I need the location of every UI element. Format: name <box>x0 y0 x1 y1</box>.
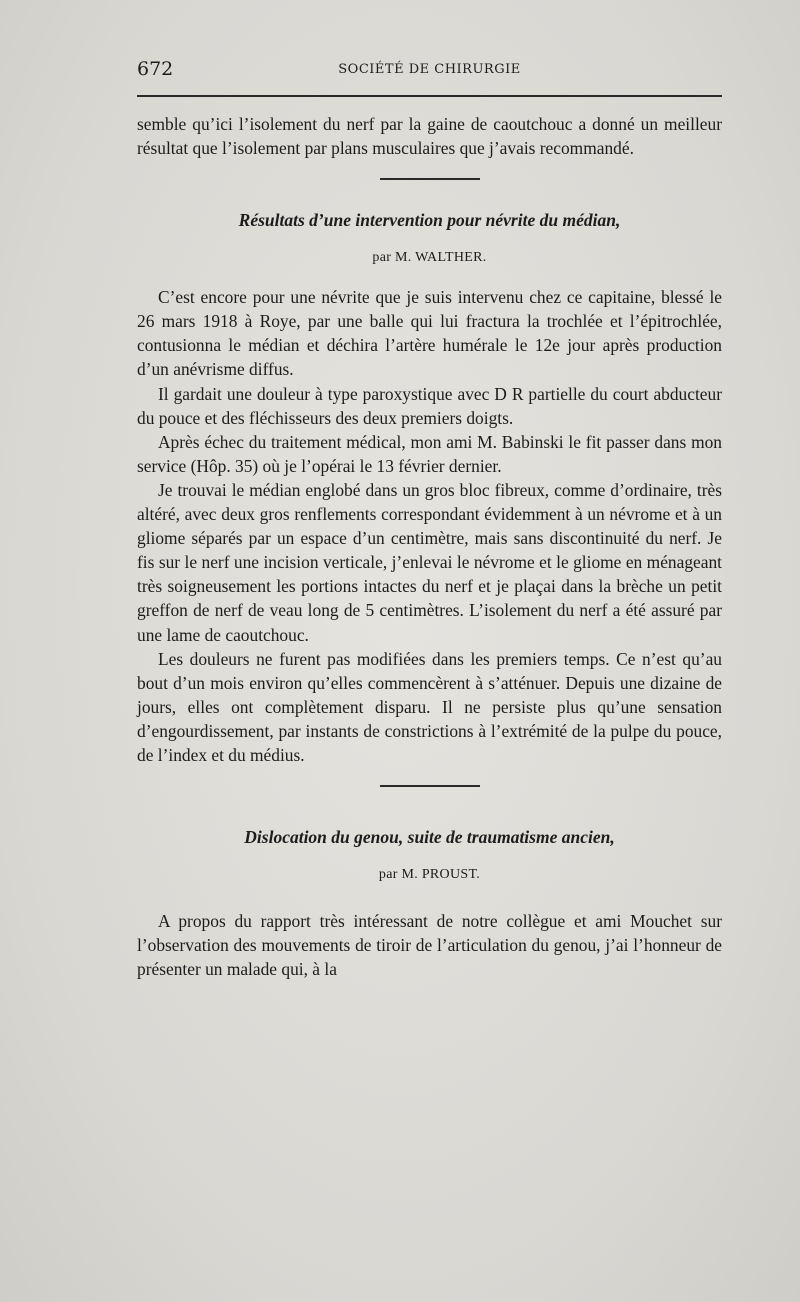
running-title: SOCIÉTÉ DE CHIRURGIE <box>338 62 521 77</box>
page-body <box>137 112 722 981</box>
section-body-proust <box>137 909 722 981</box>
header-rule <box>137 95 722 97</box>
paragraph: C’est encore pour une névrite que je suis intervenu chez ce capitaine, blessé le 26 mars 1918 à Roye, par une balle qui lui fractura la trochlée et l’épitrochlée, contusionna le médian et déchira l’artère humérale le 12e jour après production d’un anévrisme diffus. <box>137 287 722 380</box>
paragraph: Après échec du traitement médical, mon ami M. Babinski le fit passer dans mon service (Hôp. 35) où je l’opérai le 13 février dernier. <box>137 431 722 476</box>
paragraph: Les douleurs ne furent pas modifiées dans les premiers temps. Ce n’est qu’au bout d’un mois environ qu’elles commencèrent à s’atténuer. Depuis une dizaine de jours, elles ont complètement disparu. Il ne persiste plus qu’une sensation d’engourdissement, par instants de constrictions à l’extrémité de la pulpe du pouce, de l’index et du médius. <box>137 648 722 765</box>
page-header <box>137 58 722 86</box>
section-author-proust: par M. PROUST. <box>378 867 481 883</box>
section-divider <box>380 178 480 180</box>
paragraph: A propos du rapport très intéressant de notre collègue et ami Mouchet sur l’observation des mouvements de tiroir de l’articulation du genou, j’ai l’honneur de présenter un malade qui, à la <box>137 911 722 980</box>
section-body-walther <box>137 285 722 767</box>
section-divider <box>380 785 480 787</box>
page-number: 672 <box>137 58 174 80</box>
paragraph: Je trouvai le médian englobé dans un gros bloc fibreux, comme d’ordinaire, très altéré, avec deux gros renflements correspondant évidemment à un névrome et à un gliome séparés par un espace d’un centimètre, mais sans discontinuité du nerf. Je fis sur le nerf une incision verticale, j’enlevai le névrome et le gliome en ménageant très soigneusement les portions intactes du nerf et je plaçai dans la brèche un petit greffon de nerf de veau long de 5 centimètres. L’isolement du nerf a été assuré par une lame de caoutchouc. <box>137 479 722 645</box>
section-title-proust: Dislocation du genou, suite de traumatisme ancien, <box>244 827 615 848</box>
intro-paragraph: semble qu’ici l’isolement du nerf par la gaine de caoutchouc a donné un meilleur résultat que l’isolement par plans musculaires que j’avais recommandé. <box>137 114 722 159</box>
section-title-walther: Résultats d’une intervention pour névrite du médian, <box>238 210 621 231</box>
section-author-walther: par M. WALTHER. <box>372 250 487 266</box>
paragraph: Il gardait une douleur à type paroxystique avec D R partielle du court abducteur du pouce et des fléchisseurs des deux premiers doigts. <box>137 383 722 428</box>
